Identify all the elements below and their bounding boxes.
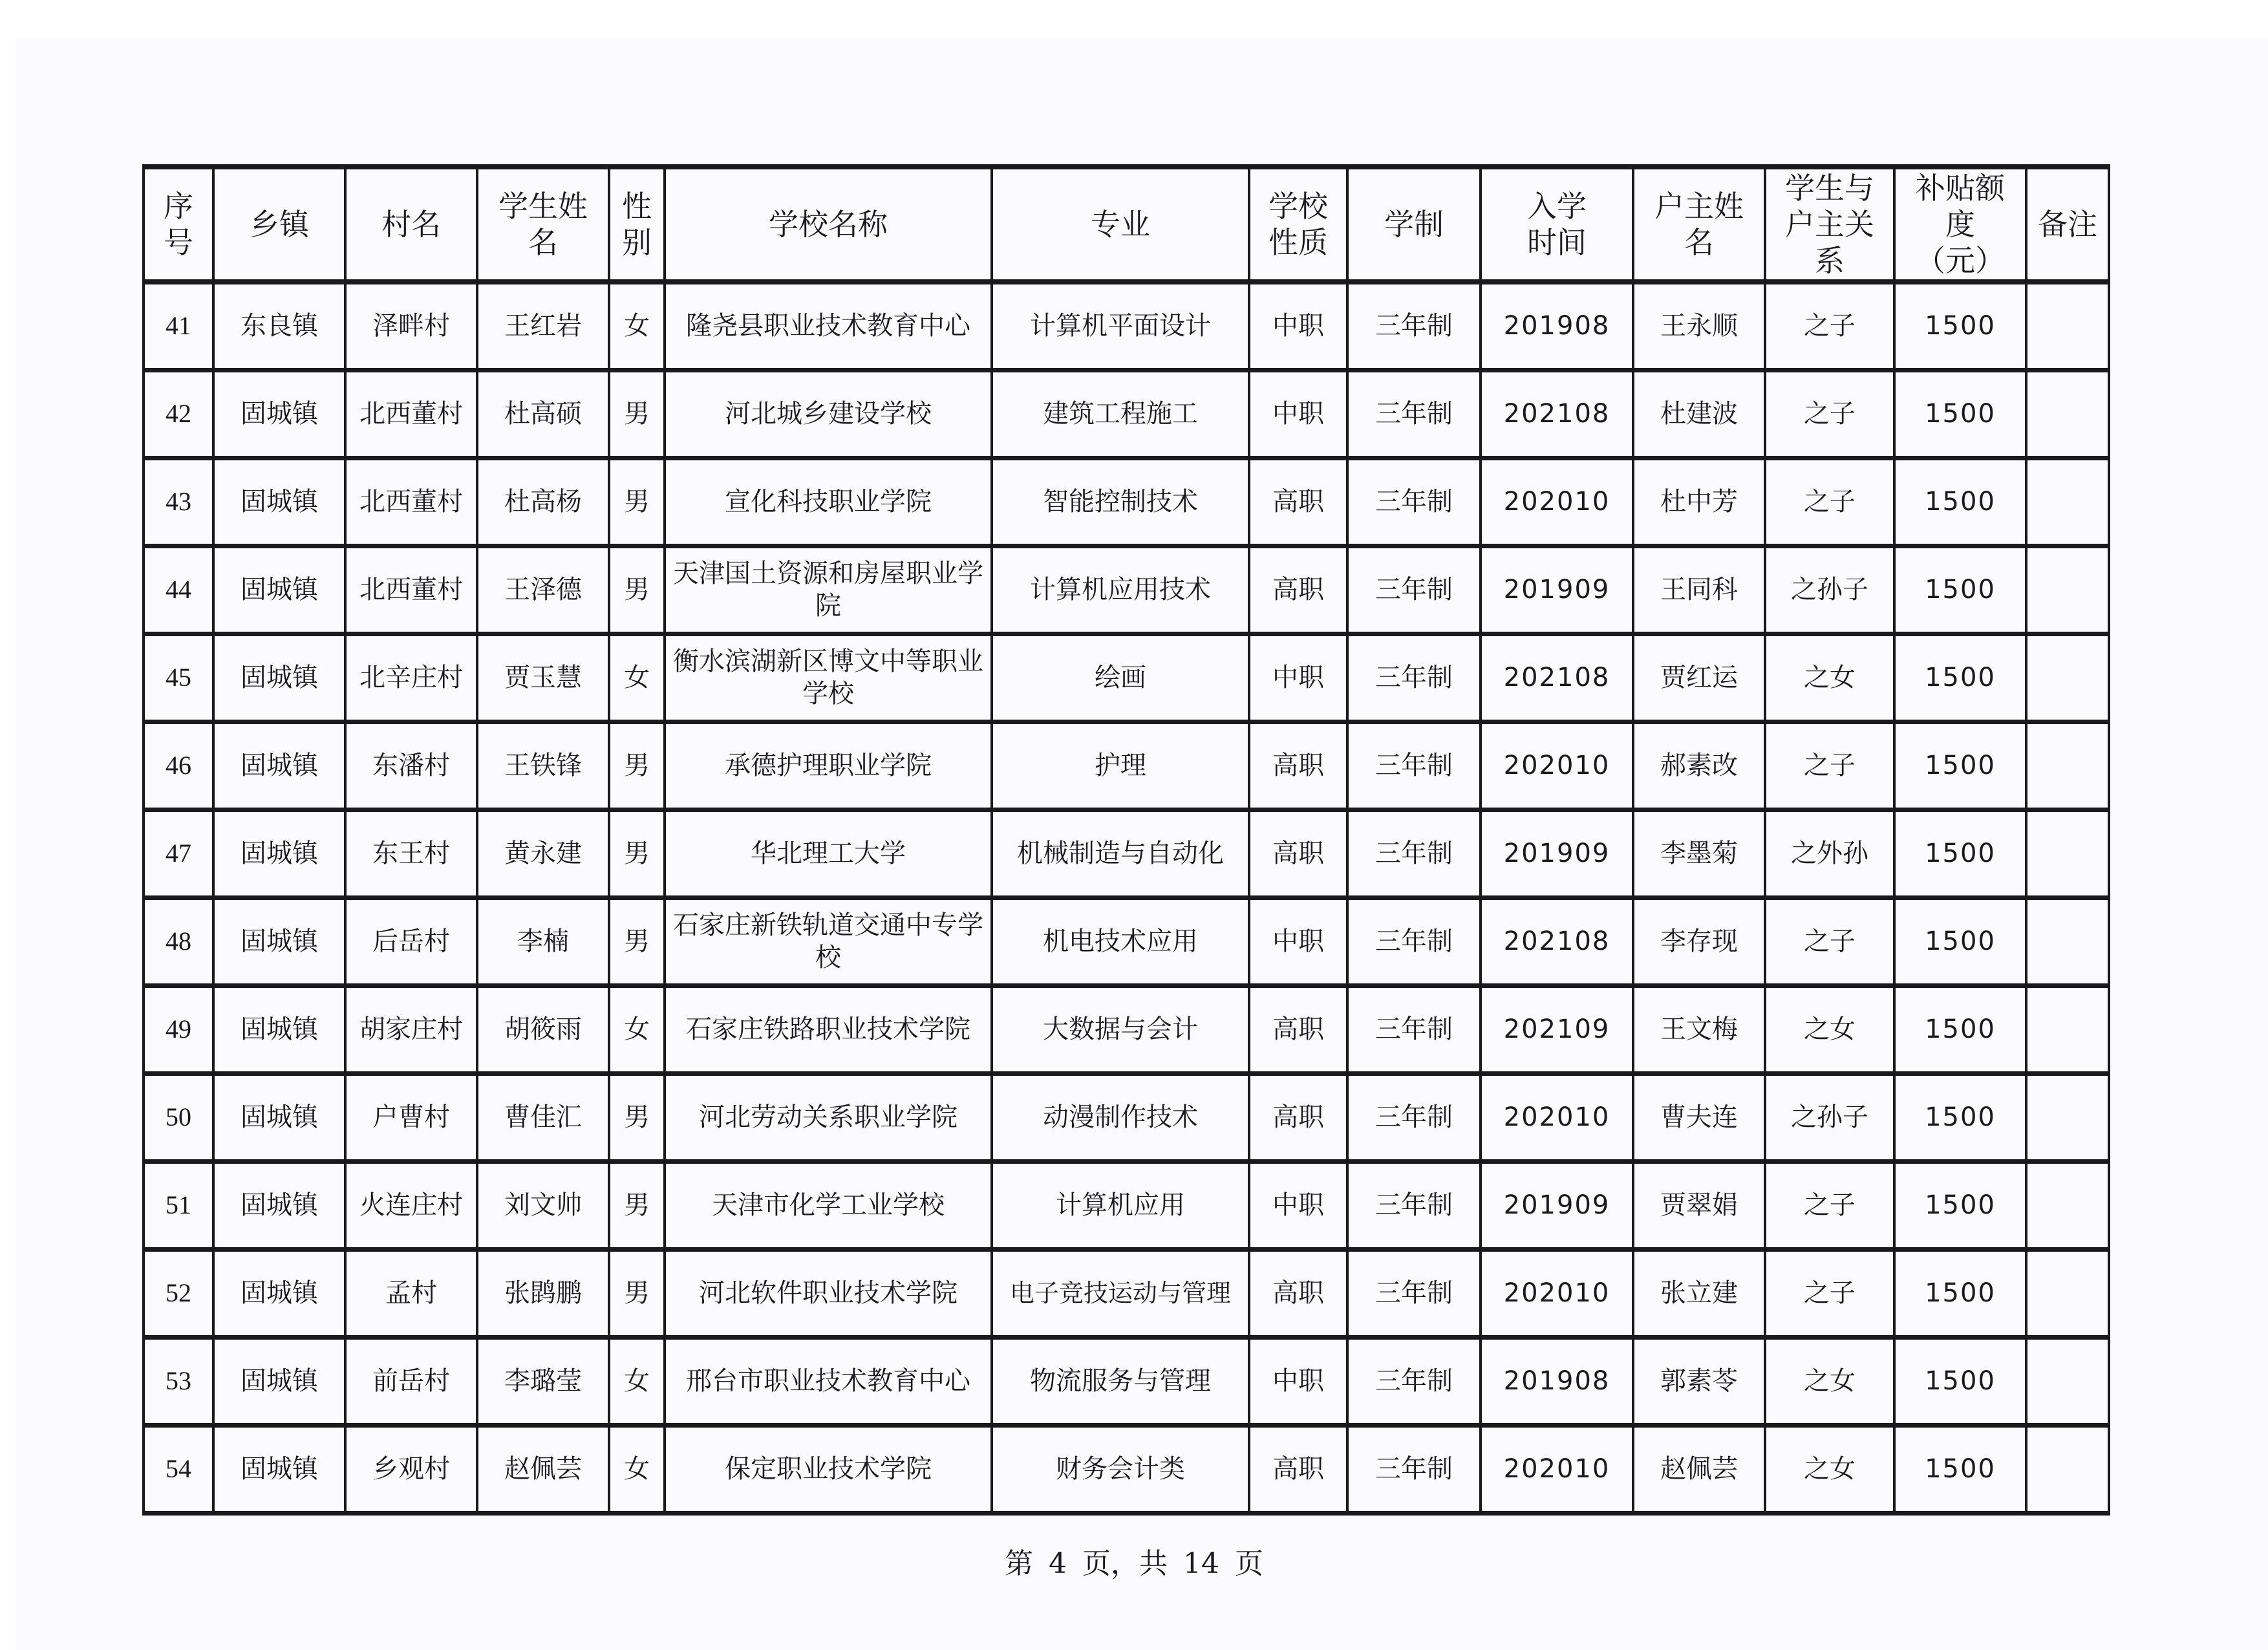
table-row <box>144 546 2109 634</box>
cell-seq: 44 <box>144 546 213 634</box>
cell-seq: 53 <box>144 1337 213 1425</box>
cell-school-type: 中职 <box>1249 370 1347 458</box>
cell-householder: 王文梅 <box>1633 985 1765 1073</box>
cell-relation: 之孙子 <box>1765 1073 1894 1161</box>
header-subsidy-amount: 补贴额度（元） <box>1894 167 2026 282</box>
cell-gender: 女 <box>609 1425 665 1513</box>
table-row <box>144 458 2109 546</box>
cell-student: 赵佩芸 <box>477 1425 609 1513</box>
cell-subsidy: 1500 <box>1894 282 2026 370</box>
cell-village: 后岳村 <box>345 897 477 985</box>
cell-enroll: 202010 <box>1481 1425 1633 1513</box>
cell-town: 固城镇 <box>213 1337 345 1425</box>
cell-subsidy: 1500 <box>1894 370 2026 458</box>
cell-student: 王红岩 <box>477 282 609 370</box>
cell-town: 固城镇 <box>213 985 345 1073</box>
cell-relation: 之子 <box>1765 1161 1894 1249</box>
cell-householder: 张立建 <box>1633 1249 1765 1337</box>
cell-note <box>2026 1161 2109 1249</box>
cell-subsidy: 1500 <box>1894 1249 2026 1337</box>
cell-village: 泽畔村 <box>345 282 477 370</box>
cell-seq: 52 <box>144 1249 213 1337</box>
cell-student: 杜高杨 <box>477 458 609 546</box>
cell-town: 固城镇 <box>213 809 345 897</box>
cell-village: 北西董村 <box>345 370 477 458</box>
cell-relation: 之子 <box>1765 282 1894 370</box>
cell-major: 大数据与会计 <box>992 985 1249 1073</box>
cell-gender: 男 <box>609 809 665 897</box>
cell-school: 石家庄铁路职业技术学院 <box>665 985 992 1073</box>
cell-subsidy: 1500 <box>1894 634 2026 722</box>
cell-note <box>2026 370 2109 458</box>
cell-subsidy: 1500 <box>1894 1337 2026 1425</box>
cell-school: 隆尧县职业技术教育中心 <box>665 282 992 370</box>
cell-householder: 曹夫连 <box>1633 1073 1765 1161</box>
cell-school: 天津市化学工业学校 <box>665 1161 992 1249</box>
cell-school-type: 高职 <box>1249 809 1347 897</box>
cell-enroll: 202109 <box>1481 985 1633 1073</box>
cell-note <box>2026 546 2109 634</box>
cell-enroll: 202108 <box>1481 897 1633 985</box>
cell-note <box>2026 458 2109 546</box>
cell-duration: 三年制 <box>1347 722 1481 809</box>
table-row <box>144 1425 2109 1513</box>
cell-student: 张鹍鹏 <box>477 1249 609 1337</box>
cell-householder: 杜建波 <box>1633 370 1765 458</box>
cell-town: 固城镇 <box>213 1161 345 1249</box>
cell-seq: 41 <box>144 282 213 370</box>
cell-seq: 50 <box>144 1073 213 1161</box>
cell-seq: 49 <box>144 985 213 1073</box>
cell-subsidy: 1500 <box>1894 546 2026 634</box>
cell-school-type: 中职 <box>1249 634 1347 722</box>
cell-relation: 之子 <box>1765 458 1894 546</box>
header-school-name: 学校名称 <box>665 167 992 282</box>
cell-school: 衡水滨湖新区博文中等职业学校 <box>665 634 992 722</box>
cell-relation: 之子 <box>1765 897 1894 985</box>
cell-school: 天津国土资源和房屋职业学院 <box>665 546 992 634</box>
header-gender: 性别 <box>609 167 665 282</box>
cell-householder: 王同科 <box>1633 546 1765 634</box>
cell-school: 宣化科技职业学院 <box>665 458 992 546</box>
cell-school-type: 高职 <box>1249 546 1347 634</box>
cell-gender: 女 <box>609 634 665 722</box>
cell-town: 固城镇 <box>213 1425 345 1513</box>
cell-major: 建筑工程施工 <box>992 370 1249 458</box>
cell-school-type: 中职 <box>1249 897 1347 985</box>
cell-seq: 51 <box>144 1161 213 1249</box>
cell-enroll: 201909 <box>1481 1161 1633 1249</box>
cell-seq: 54 <box>144 1425 213 1513</box>
cell-seq: 46 <box>144 722 213 809</box>
cell-seq: 42 <box>144 370 213 458</box>
cell-student: 李楠 <box>477 897 609 985</box>
cell-gender: 女 <box>609 985 665 1073</box>
cell-note <box>2026 634 2109 722</box>
cell-subsidy: 1500 <box>1894 722 2026 809</box>
cell-village: 前岳村 <box>345 1337 477 1425</box>
cell-seq: 48 <box>144 897 213 985</box>
cell-village: 北辛庄村 <box>345 634 477 722</box>
cell-subsidy: 1500 <box>1894 458 2026 546</box>
page-number: 第 4 页，共 14 页 <box>1005 1547 1263 1580</box>
cell-gender: 男 <box>609 1249 665 1337</box>
cell-relation: 之女 <box>1765 1425 1894 1513</box>
header-row <box>144 167 2109 282</box>
cell-gender: 男 <box>609 722 665 809</box>
cell-school: 河北劳动关系职业学院 <box>665 1073 992 1161</box>
cell-enroll: 202010 <box>1481 722 1633 809</box>
table-row <box>144 634 2109 722</box>
table-row <box>144 1249 2109 1337</box>
cell-subsidy: 1500 <box>1894 985 2026 1073</box>
cell-householder: 贾翠娟 <box>1633 1161 1765 1249</box>
cell-subsidy: 1500 <box>1894 1425 2026 1513</box>
cell-duration: 三年制 <box>1347 1249 1481 1337</box>
table-row <box>144 809 2109 897</box>
cell-seq: 47 <box>144 809 213 897</box>
header-note: 备注 <box>2026 167 2109 282</box>
cell-town: 固城镇 <box>213 897 345 985</box>
cell-enroll: 202108 <box>1481 634 1633 722</box>
cell-duration: 三年制 <box>1347 1073 1481 1161</box>
table-body <box>144 282 2109 1513</box>
cell-gender: 男 <box>609 370 665 458</box>
table-row <box>144 1161 2109 1249</box>
cell-village: 北西董村 <box>345 546 477 634</box>
cell-village: 户曹村 <box>345 1073 477 1161</box>
cell-town: 固城镇 <box>213 1249 345 1337</box>
cell-school: 保定职业技术学院 <box>665 1425 992 1513</box>
cell-school: 河北城乡建设学校 <box>665 370 992 458</box>
cell-village: 孟村 <box>345 1249 477 1337</box>
cell-school: 邢台市职业技术教育中心 <box>665 1337 992 1425</box>
cell-relation: 之女 <box>1765 985 1894 1073</box>
cell-householder: 贾红运 <box>1633 634 1765 722</box>
cell-enroll: 202108 <box>1481 370 1633 458</box>
cell-major: 智能控制技术 <box>992 458 1249 546</box>
table-row <box>144 722 2109 809</box>
cell-major: 机电技术应用 <box>992 897 1249 985</box>
cell-school-type: 高职 <box>1249 985 1347 1073</box>
cell-enroll: 201908 <box>1481 282 1633 370</box>
cell-relation: 之女 <box>1765 1337 1894 1425</box>
cell-householder: 王永顺 <box>1633 282 1765 370</box>
cell-relation: 之子 <box>1765 722 1894 809</box>
cell-student: 胡筱雨 <box>477 985 609 1073</box>
header-duration: 学制 <box>1347 167 1481 282</box>
table-row <box>144 1073 2109 1161</box>
cell-note <box>2026 1073 2109 1161</box>
cell-major: 电子竞技运动与管理 <box>992 1249 1249 1337</box>
cell-school-type: 中职 <box>1249 1161 1347 1249</box>
cell-village: 东潘村 <box>345 722 477 809</box>
cell-duration: 三年制 <box>1347 634 1481 722</box>
cell-enroll: 201909 <box>1481 546 1633 634</box>
table-row <box>144 985 2109 1073</box>
header-student-name: 学生姓名 <box>477 167 609 282</box>
cell-duration: 三年制 <box>1347 1425 1481 1513</box>
cell-householder: 杜中芳 <box>1633 458 1765 546</box>
cell-gender: 男 <box>609 458 665 546</box>
header-village: 村名 <box>345 167 477 282</box>
subsidy-roster-table <box>142 164 2110 1516</box>
cell-village: 胡家庄村 <box>345 985 477 1073</box>
cell-subsidy: 1500 <box>1894 809 2026 897</box>
cell-town: 固城镇 <box>213 546 345 634</box>
cell-duration: 三年制 <box>1347 282 1481 370</box>
cell-note <box>2026 1249 2109 1337</box>
cell-school: 承德护理职业学院 <box>665 722 992 809</box>
cell-village: 北西董村 <box>345 458 477 546</box>
cell-town: 固城镇 <box>213 722 345 809</box>
cell-gender: 男 <box>609 1073 665 1161</box>
cell-relation: 之女 <box>1765 634 1894 722</box>
cell-duration: 三年制 <box>1347 1161 1481 1249</box>
cell-duration: 三年制 <box>1347 370 1481 458</box>
cell-school-type: 高职 <box>1249 1073 1347 1161</box>
cell-gender: 女 <box>609 282 665 370</box>
cell-village: 火连庄村 <box>345 1161 477 1249</box>
cell-relation: 之外孙 <box>1765 809 1894 897</box>
cell-seq: 45 <box>144 634 213 722</box>
cell-major: 计算机平面设计 <box>992 282 1249 370</box>
cell-gender: 女 <box>609 1337 665 1425</box>
cell-student: 贾玉慧 <box>477 634 609 722</box>
cell-relation: 之子 <box>1765 1249 1894 1337</box>
cell-major: 财务会计类 <box>992 1425 1249 1513</box>
cell-householder: 郝素改 <box>1633 722 1765 809</box>
cell-subsidy: 1500 <box>1894 897 2026 985</box>
cell-student: 王铁锋 <box>477 722 609 809</box>
cell-gender: 男 <box>609 1161 665 1249</box>
header-school-type: 学校性质 <box>1249 167 1347 282</box>
cell-note <box>2026 985 2109 1073</box>
cell-school: 石家庄新铁轨道交通中专学校 <box>665 897 992 985</box>
cell-school: 河北软件职业技术学院 <box>665 1249 992 1337</box>
cell-town: 固城镇 <box>213 634 345 722</box>
cell-note <box>2026 809 2109 897</box>
header-major: 专业 <box>992 167 1249 282</box>
cell-student: 刘文帅 <box>477 1161 609 1249</box>
cell-enroll: 202010 <box>1481 1073 1633 1161</box>
cell-seq: 43 <box>144 458 213 546</box>
cell-school: 华北理工大学 <box>665 809 992 897</box>
cell-school-type: 高职 <box>1249 1425 1347 1513</box>
table-row <box>144 370 2109 458</box>
cell-enroll: 201909 <box>1481 809 1633 897</box>
cell-school-type: 中职 <box>1249 1337 1347 1425</box>
cell-gender: 男 <box>609 897 665 985</box>
cell-school-type: 高职 <box>1249 458 1347 546</box>
cell-subsidy: 1500 <box>1894 1073 2026 1161</box>
cell-note <box>2026 1425 2109 1513</box>
table-row <box>144 282 2109 370</box>
cell-note <box>2026 1337 2109 1425</box>
cell-enroll: 202010 <box>1481 1249 1633 1337</box>
cell-major: 护理 <box>992 722 1249 809</box>
cell-relation: 之子 <box>1765 370 1894 458</box>
cell-subsidy: 1500 <box>1894 1161 2026 1249</box>
cell-note <box>2026 722 2109 809</box>
cell-student: 李璐莹 <box>477 1337 609 1425</box>
table-row <box>144 1337 2109 1425</box>
header-relation: 学生与户主关系 <box>1765 167 1894 282</box>
cell-enroll: 202010 <box>1481 458 1633 546</box>
cell-school-type: 中职 <box>1249 282 1347 370</box>
cell-enroll: 201908 <box>1481 1337 1633 1425</box>
cell-duration: 三年制 <box>1347 546 1481 634</box>
cell-householder: 李存现 <box>1633 897 1765 985</box>
cell-note <box>2026 897 2109 985</box>
cell-note <box>2026 282 2109 370</box>
table-header <box>144 167 2109 282</box>
cell-major: 计算机应用技术 <box>992 546 1249 634</box>
header-householder-name: 户主姓名 <box>1633 167 1765 282</box>
cell-duration: 三年制 <box>1347 985 1481 1073</box>
cell-householder: 李墨菊 <box>1633 809 1765 897</box>
cell-town: 固城镇 <box>213 370 345 458</box>
cell-duration: 三年制 <box>1347 897 1481 985</box>
cell-student: 黄永建 <box>477 809 609 897</box>
header-enroll-time: 入学时间 <box>1481 167 1633 282</box>
cell-town: 固城镇 <box>213 458 345 546</box>
header-seq: 序号 <box>144 167 213 282</box>
cell-student: 曹佳汇 <box>477 1073 609 1161</box>
cell-major: 机械制造与自动化 <box>992 809 1249 897</box>
cell-major: 绘画 <box>992 634 1249 722</box>
cell-duration: 三年制 <box>1347 458 1481 546</box>
cell-householder: 郭素苓 <box>1633 1337 1765 1425</box>
cell-village: 乡观村 <box>345 1425 477 1513</box>
cell-major: 计算机应用 <box>992 1161 1249 1249</box>
cell-village: 东王村 <box>345 809 477 897</box>
cell-town: 固城镇 <box>213 1073 345 1161</box>
cell-duration: 三年制 <box>1347 1337 1481 1425</box>
cell-major: 物流服务与管理 <box>992 1337 1249 1425</box>
cell-school-type: 高职 <box>1249 722 1347 809</box>
cell-householder: 赵佩芸 <box>1633 1425 1765 1513</box>
cell-major: 动漫制作技术 <box>992 1073 1249 1161</box>
cell-school-type: 高职 <box>1249 1249 1347 1337</box>
cell-duration: 三年制 <box>1347 809 1481 897</box>
cell-town: 东良镇 <box>213 282 345 370</box>
cell-relation: 之孙子 <box>1765 546 1894 634</box>
header-town: 乡镇 <box>213 167 345 282</box>
table-row <box>144 897 2109 985</box>
cell-student: 杜高硕 <box>477 370 609 458</box>
cell-student: 王泽德 <box>477 546 609 634</box>
cell-gender: 男 <box>609 546 665 634</box>
